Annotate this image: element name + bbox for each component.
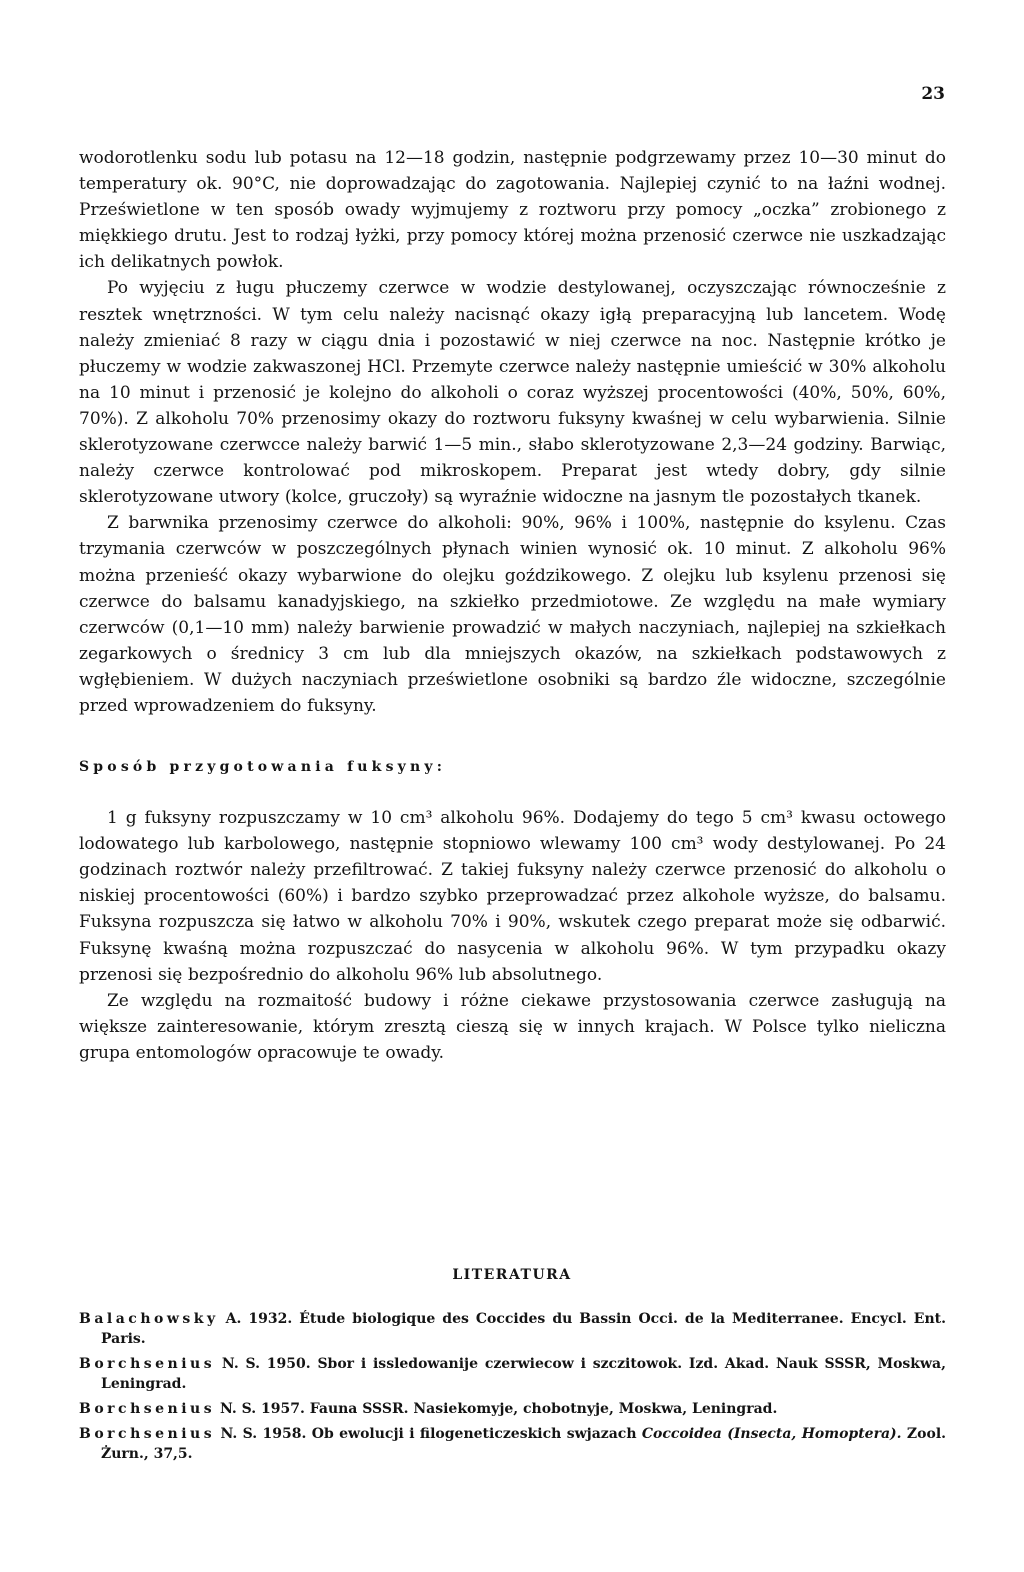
reference-tail: Zool. Żurn., 37,5. (101, 1426, 947, 1462)
page-number: 23 (921, 84, 945, 104)
reference-author: Balachowsky (79, 1311, 219, 1327)
paragraph: 1 g fuksyny rozpuszczamy w 10 cm³ alkoholu 96%. Dodajemy do tego 5 cm³ kwasu octowego lodowatego lub karbolowego, następnie stopniowo wlewamy 100 cm³ wody destylowanej. Po 24 godzinach roztwór należy przefiltrować. Z takiej fuksyny należy czerwce przenosić do alkoholu o niskiej procentowości (60%) i bardzo szybko przeprowadzać przez alkohole wyższe, do balsamu. Fuksyna rozpuszcza się łatwo w alkoholu 70% i 90%, wskutek czego preparat może się odbarwić. Fuksynę kwaśną można rozpuszczać do nasycenia w alkoholu 96%. W tym przypadku okazy przenosi się bezpośrednio do alkoholu 96% lub absolutnego. (79, 808, 946, 985)
reference-item (79, 1399, 946, 1419)
section-heading (79, 759, 946, 775)
paragraph: Ze względu na rozmaitość budowy i różne ciekawe przystosowania czerwce zasługują na większe zainteresowanie, którym zresztą cieszą się w innych krajach. W Polsce tylko nieliczna grupa entomologów opracowuje te owady. (79, 990, 946, 1063)
reference-details: N. S. 1958. Ob ewolucji i filogeneticzeskich swjazach (215, 1426, 642, 1442)
reference-item (79, 1309, 946, 1349)
reference-author: Borchsenius (79, 1401, 216, 1417)
reference-italic: Coccoidea (Insecta, Homoptera). (641, 1426, 902, 1442)
section-heading-colon: : (436, 759, 442, 776)
reference-details: N. S. 1957. Fauna SSSR. Nasiekomyje, chobotnyje, Moskwa, Leningrad. (215, 1401, 778, 1417)
reference-details: N. S. 1950. Sbor i issledowanije czerwiecow i szczitowok. Izd. Akad. Nauk SSSR, Moskwa, Leningrad. (101, 1356, 946, 1392)
reference-author: Borchsenius (79, 1356, 216, 1372)
reference-details: A. 1932. Étude biologique des Coccides du Bassin Occi. de la Mediterranee. Encycl. Ent. Paris. (101, 1311, 946, 1347)
paragraph: Z barwnika przenosimy czerwce do alkoholi: 90%, 96% i 100%, następnie do ksylenu. Czas trzymania czerwców w poszczególnych płynach winien wynosić ok. 10 minut. Z alkoholu 96% można przenieść okazy wybarwione do olejku goździkowego. Z olejku lub ksylenu przenosi się czerwce do balsamu kanadyjskiego, na szkiełko przedmiotowe. Ze względu na małe wymiary czerwców (0,1—10 mm) należy barwienie prowadzić w małych naczyniach, najlepiej na szkiełkach zegarkowych o średnicy 3 cm lub dla mniejszych okazów, na szkiełkach podstawowych z wgłębieniem. W dużych naczyniach prześwietlone osobniki są bardzo źle widoczne, szczególnie przed wprowadzeniem do fuksyny. (79, 513, 946, 716)
reference-item (79, 1354, 946, 1394)
reference-item (79, 1424, 946, 1464)
body-text (79, 145, 946, 1066)
literature-heading: LITERATURA (452, 1267, 572, 1283)
paragraph: wodorotlenku sodu lub potasu na 12—18 godzin, następnie podgrzewamy przez 10—30 minut do temperatury ok. 90°C, nie doprowadzając do zagotowania. Najlepiej czynić to na łaźni wodnej. Prześwietlone w ten sposób owady wyjmujemy z roztworu przy pomocy „oczka” zrobionego z miękkiego drutu. Jest to rodzaj łyżki, przy pomocy której można przenosić czerwce nie uszkadzając ich delikatnych powłok. (79, 148, 946, 273)
paragraph: Po wyjęciu z ługu płuczemy czerwce w wodzie destylowanej, oczyszczając równocześnie z resztek wnętrzności. W tym celu należy nacisnąć okazy igłą preparacyjną lub lancetem. Wodę należy zmieniać 8 razy w ciągu dnia i pozostawić w niej czerwce na noc. Następnie krótko je płuczemy w wodzie zakwaszonej HCl. Przemyte czerwce należy następnie umieścić w 30% alkoholu na 10 minut i przenosić je kolejno do alkoholi o coraz wyższej procentowości (40%, 50%, 60%, 70%). Z alkoholu 70% przenosimy okazy do roztworu fuksyny kwaśnej w celu wybarwienia. Silnie sklerotyzowane czerwcce należy barwić 1—5 min., słabo sklerotyzowane 2,3—24 godziny. Barwiąc, należy czerwce kontrolować pod mikroskopem. Preparat jest wtedy dobry, gdy silnie sklerotyzowane utwory (kolce, gruczoły) są wyraźnie widoczne na jasnym tle pozostałych tkanek. (79, 278, 946, 508)
section-heading-text: Sposób przygotowania fuksyny (79, 759, 437, 776)
reference-author: Borchsenius (79, 1426, 216, 1442)
references-list (79, 1309, 946, 1469)
